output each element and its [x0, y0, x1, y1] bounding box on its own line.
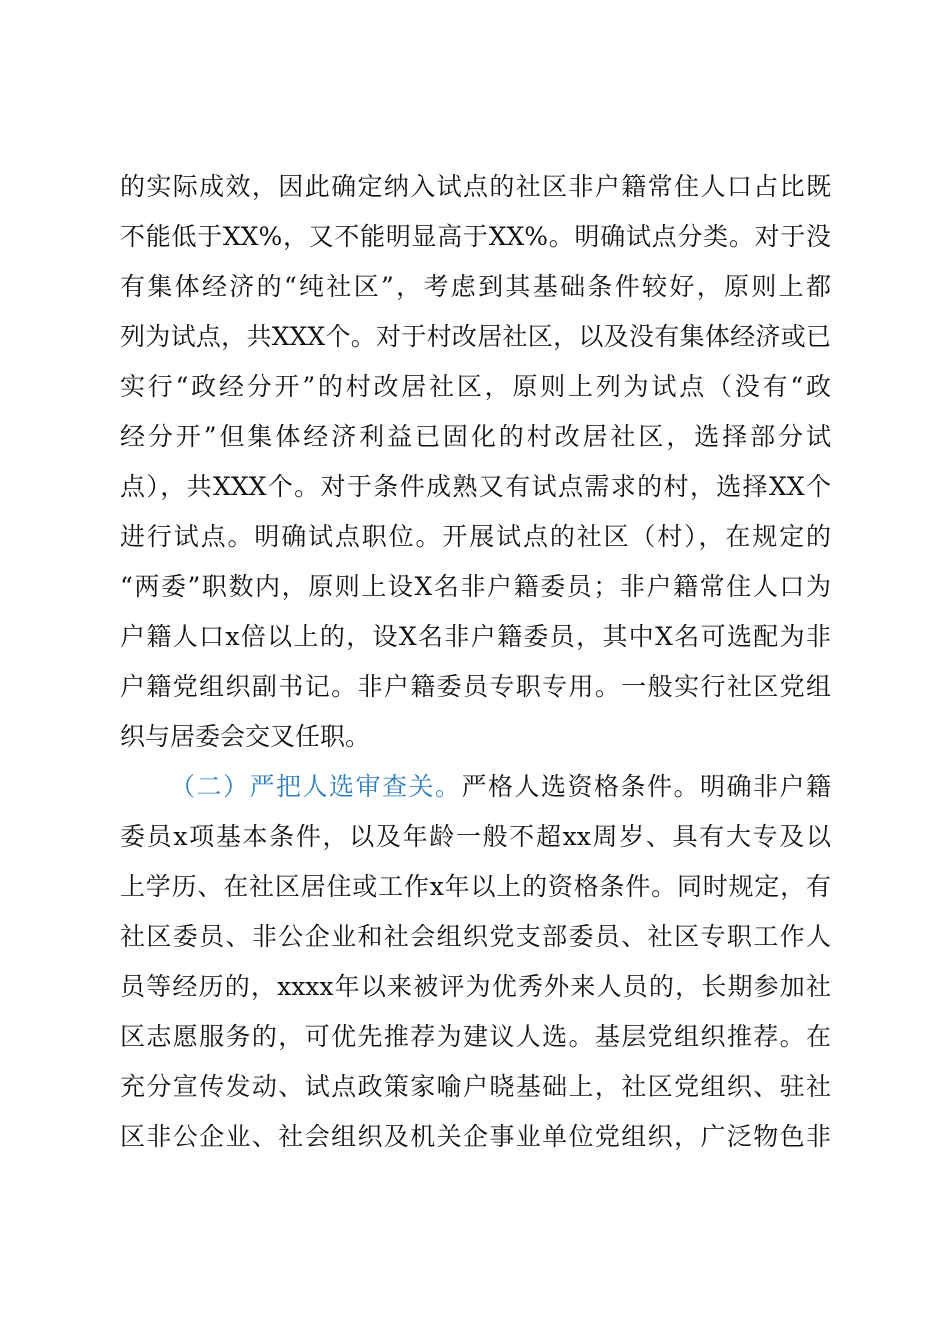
paragraph-line: 不能低于XX%，又不能明显高于XX%。明确试点分类。对于没	[120, 222, 831, 251]
section-heading-rest: 严格人选资格条件。明确非户籍	[461, 772, 831, 801]
paragraph-line: 上学历、在社区居住或工作x年以上的资格条件。同时规定，有	[120, 872, 831, 901]
paragraph-line: 的实际成效，因此确定纳入试点的社区非户籍常住人口占比既	[120, 172, 831, 201]
section-heading-line	[170, 762, 831, 812]
paragraph-line: 户籍人口x倍以上的，设X名非户籍委员，其中X名可选配为非	[120, 622, 831, 651]
paragraph-line: 织与居委会交叉任职。	[120, 722, 371, 751]
paragraph-line: 有集体经济的“纯社区”，考虑到其基础条件较好，原则上都	[120, 272, 831, 301]
paragraph-line: 进行试点。明确试点职位。开展试点的社区（村），在规定的	[120, 522, 831, 551]
paragraph-line: 实行“政经分开”的村改居社区，原则上列为试点（没有“政	[120, 372, 831, 401]
paragraph-line: 点），共XXX个。对于条件成熟又有试点需求的村，选择XX个	[120, 472, 831, 501]
paragraph-line: 户籍党组织副书记。非户籍委员专职专用。一般实行社区党组	[120, 672, 831, 701]
paragraph-line: 列为试点，共XXX个。对于村改居社区，以及没有集体经济或已	[120, 322, 831, 351]
paragraph-line: 区非公企业、社会组织及机关企事业单位党组织，广泛物色非	[120, 1122, 831, 1151]
paragraph-line: 经分开”但集体经济利益已固化的村改居社区，选择部分试	[120, 422, 831, 451]
paragraph-line: 委员x项基本条件，以及年龄一般不超xx周岁、具有大专及以	[120, 822, 831, 851]
paragraph-line: “两委”职数内，原则上设X名非户籍委员；非户籍常住人口为	[120, 572, 831, 601]
paragraph-line: 员等经历的，xxxx年以来被评为优秀外来人员的，长期参加社	[120, 972, 831, 1001]
paragraph-line: 充分宣传发动、试点政策家喻户晓基础上，社区党组织、驻社	[120, 1072, 831, 1101]
section-heading: （二）严把人选审查关。	[170, 772, 462, 801]
paragraph-line: 社区委员、非公企业和社会组织党支部委员、社区专职工作人	[120, 922, 831, 951]
paragraph-line: 区志愿服务的，可优先推荐为建议人选。基层党组织推荐。在	[120, 1022, 831, 1051]
